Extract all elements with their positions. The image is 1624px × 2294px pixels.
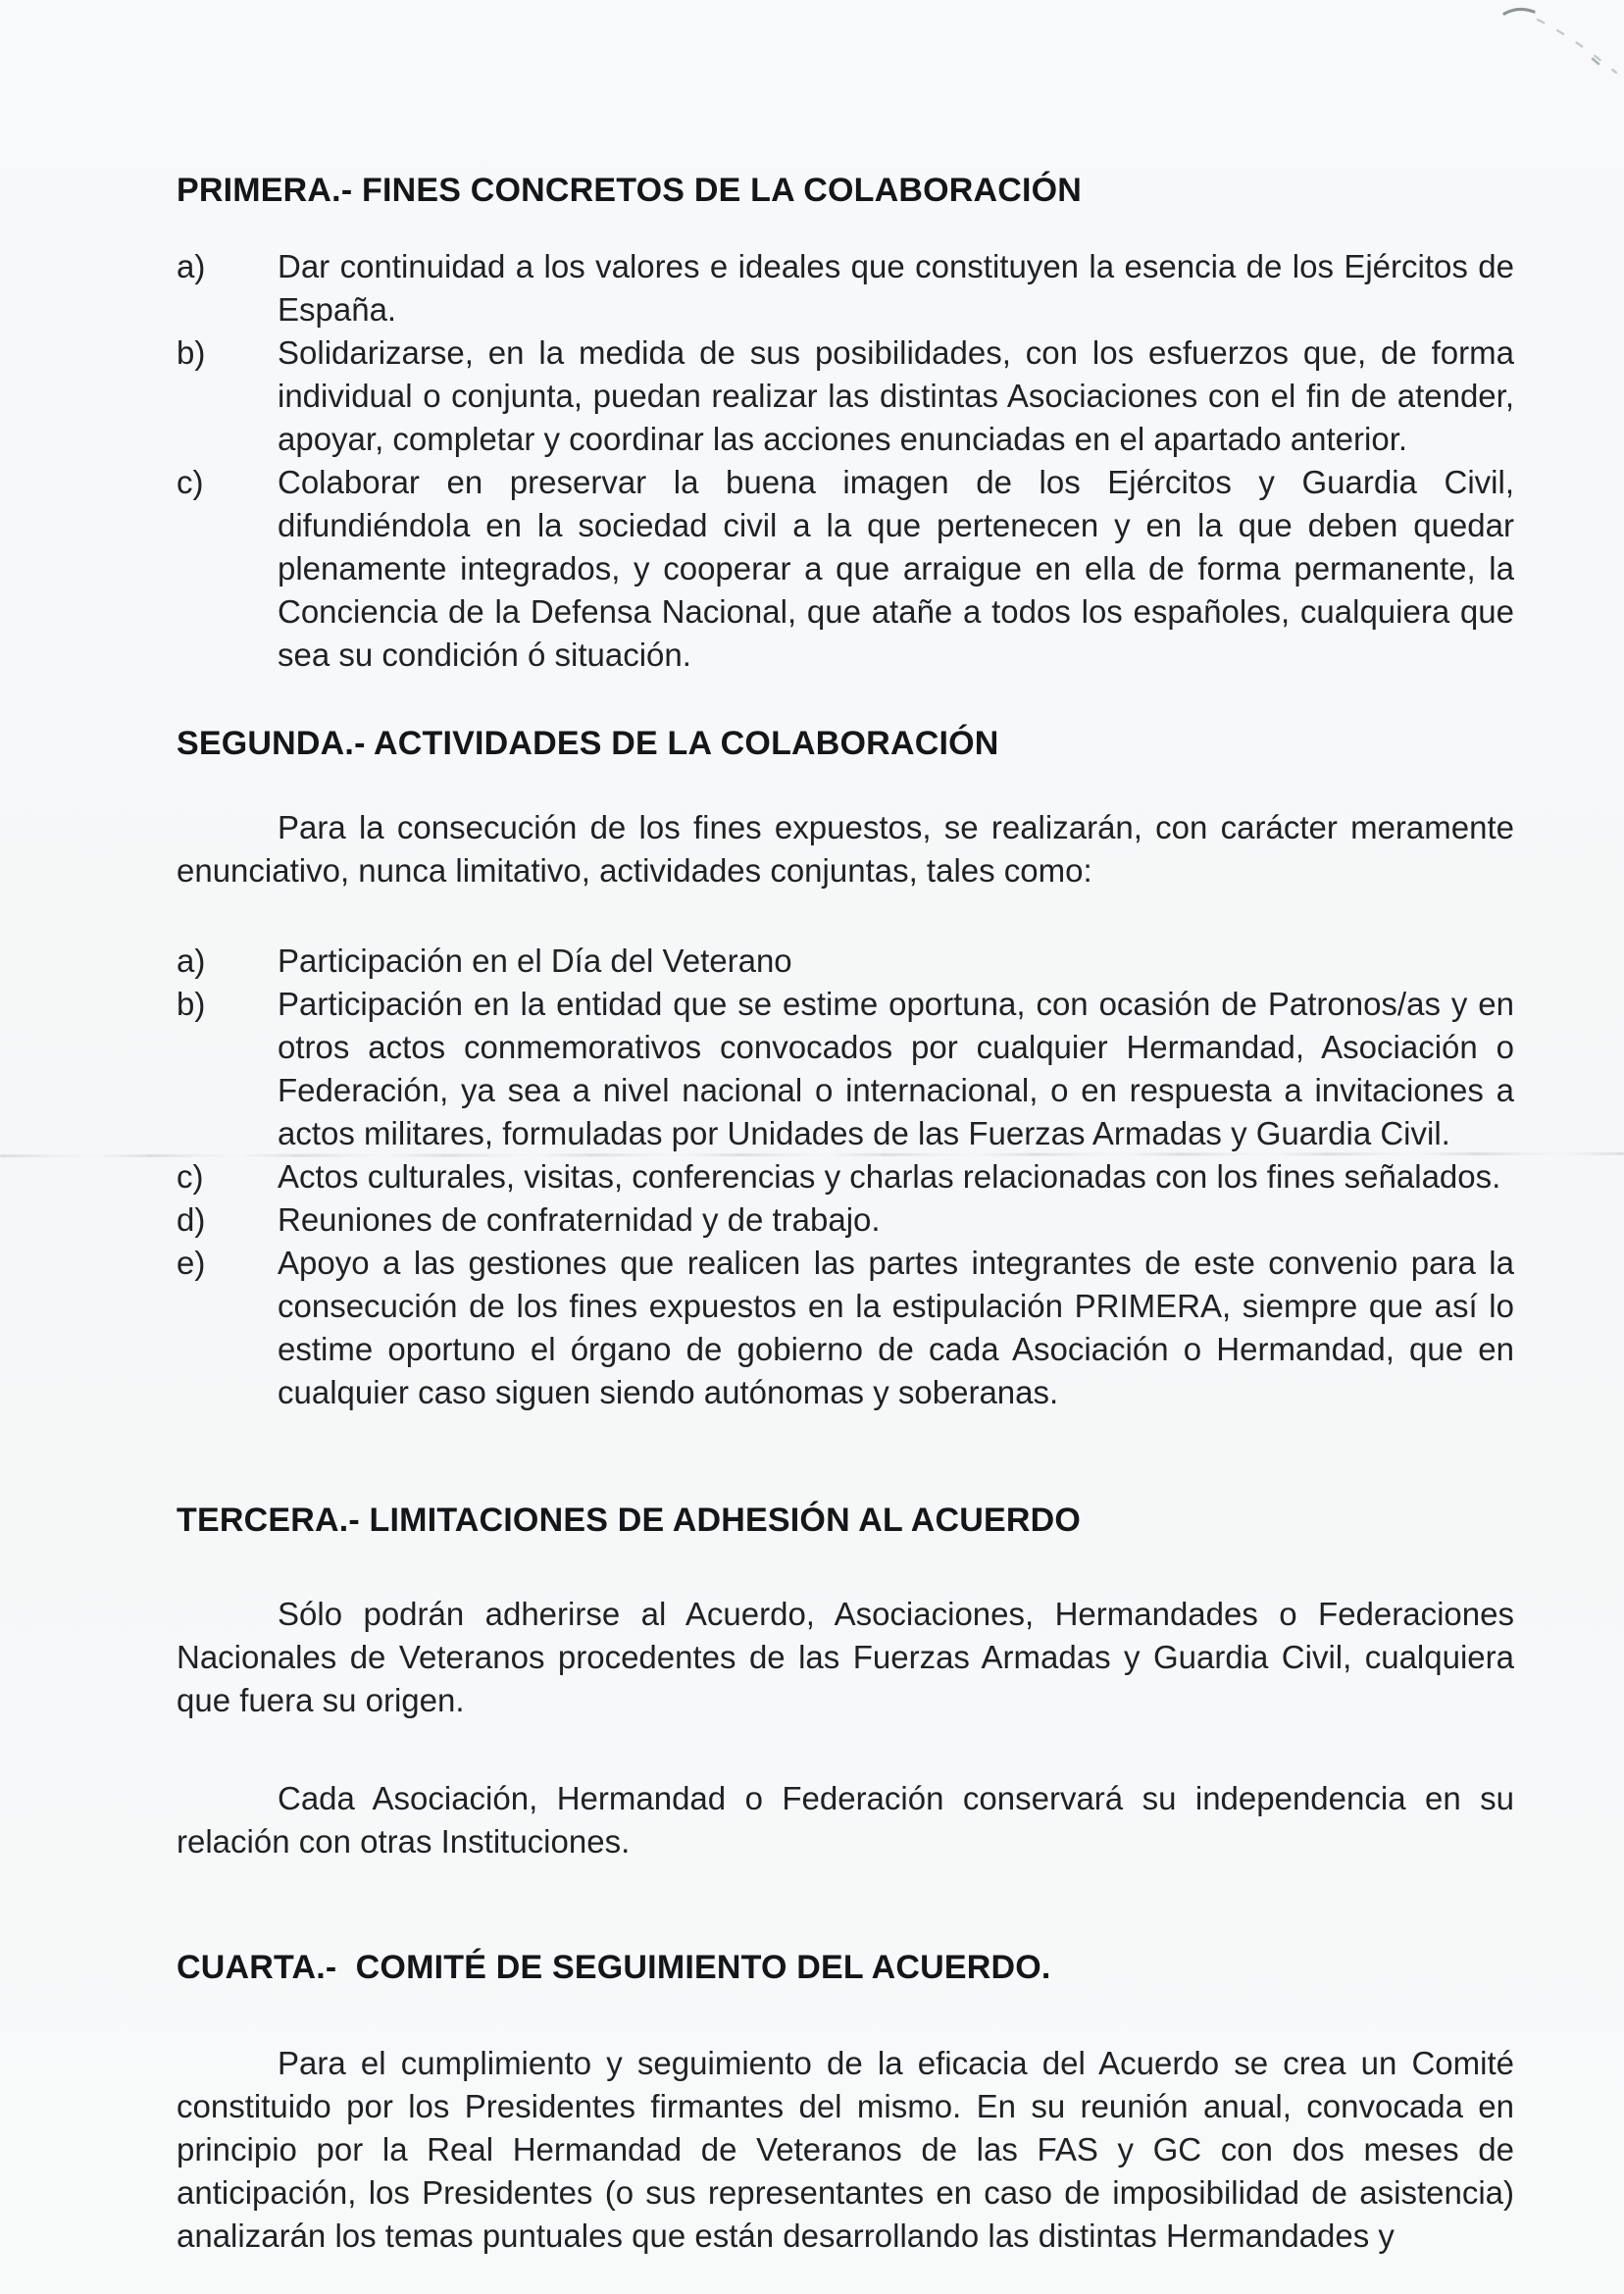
paragraph-tercera-1: Sólo podrán adherirse al Acuerdo, Asociaciones, Hermandades o Federaciones Nacionales de Veteranos procedentes de las Fuerzas Armadas y Guardia Civil, cualquiera que fuera su origen.	[177, 1596, 1514, 1718]
item-marker: c)	[177, 1158, 204, 1195]
paragraph-segunda-intro: Para la consecución de los fines expuestos, se realizarán, con carácter meramente enunciativo, nunca limitativo, actividades conjuntas, tales como:	[177, 809, 1514, 889]
section-heading-primera: PRIMERA.- FINES CONCRETOS DE LA COLABORACIÓN	[177, 172, 1083, 209]
list-primera	[177, 245, 1514, 677]
list-item	[177, 331, 1514, 461]
item-text: Participación en la entidad que se estime oportuna, con ocasión de Patronos/as y en otros actos conmemorativos convocados por cualquier Hermandad, Asociación o Federación, ya sea a nivel nacional o internacional, o en respuesta a invitaciones a actos militares, formuladas por Unidades de las Fuerzas Armadas y Guardia Civil.	[278, 986, 1514, 1151]
item-marker: b)	[177, 986, 206, 1022]
section-heading-tercera: TERCERA.- LIMITACIONES DE ADHESIÓN AL ACUERDO	[177, 1502, 1081, 1539]
item-text: Colaborar en preservar la buena imagen de los Ejércitos y Guardia Civil, difundiéndola en la sociedad civil a la que pertenecen y en la que deben quedar plenamente integrados, y cooperar a que arraigue en ella de forma permanente, la Conciencia de la Defensa Nacional, que atañe a todos los españoles, cualquiera que sea su condición ó situación.	[278, 464, 1514, 673]
list-item	[177, 1198, 1514, 1242]
document-content	[177, 0, 1514, 2258]
list-item	[177, 940, 1514, 983]
list-item	[177, 1242, 1514, 1414]
item-text: Participación en el Día del Veterano	[278, 943, 792, 979]
item-text: Dar continuidad a los valores e ideales que constituyen la esencia de los Ejércitos de España.	[278, 248, 1514, 328]
item-text: Actos culturales, visitas, conferencias y charlas relacionadas con los fines señalados.	[278, 1158, 1501, 1195]
item-text: Apoyo a las gestiones que realicen las partes integrantes de este convenio para la consecución de los fines expuestos en la estipulación PRIMERA, siempre que así lo estime oportuno el órgano de gobierno de cada Asociación o Hermandad, que en cualquier caso siguen siendo autónomas y soberanas.	[278, 1245, 1514, 1410]
list-item	[177, 983, 1514, 1155]
item-marker: a)	[177, 943, 206, 979]
section-heading-cuarta: CUARTA.- COMITÉ DE SEGUIMIENTO DEL ACUERDO.	[177, 1949, 1051, 1986]
list-segunda	[177, 940, 1514, 1414]
item-marker: a)	[177, 248, 206, 284]
list-item	[177, 1155, 1514, 1198]
list-item	[177, 461, 1514, 677]
paragraph-tercera-2: Cada Asociación, Hermandad o Federación conservará su independencia en su relación con otras Instituciones.	[177, 1780, 1514, 1860]
item-marker: d)	[177, 1201, 206, 1238]
item-text: Solidarizarse, en la medida de sus posibilidades, con los esfuerzos que, de forma individual o conjunta, puedan realizar las distintas Asociaciones con el fin de atender, apoyar, completar y coordinar las acciones enunciadas en el apartado anterior.	[278, 334, 1514, 457]
item-marker: e)	[177, 1245, 206, 1281]
paragraph-cuarta-1: Para el cumplimiento y seguimiento de la eficacia del Acuerdo se crea un Comité constituido por los Presidentes firmantes del mismo. En su reunión anual, convocada en principio por la Real Hermandad de Veteranos de las FAS y GC con dos meses de anticipación, los Presidentes (o sus representantes en caso de imposibilidad de asistencia) analizarán los temas puntuales que están desarrollando las distintas Hermandades y	[177, 2045, 1514, 2254]
item-marker: c)	[177, 464, 204, 500]
section-heading-segunda: SEGUNDA.- ACTIVIDADES DE LA COLABORACIÓN	[177, 725, 999, 762]
item-text: Reuniones de confraternidad y de trabajo.	[278, 1201, 881, 1238]
list-item	[177, 245, 1514, 331]
item-marker: b)	[177, 334, 206, 371]
